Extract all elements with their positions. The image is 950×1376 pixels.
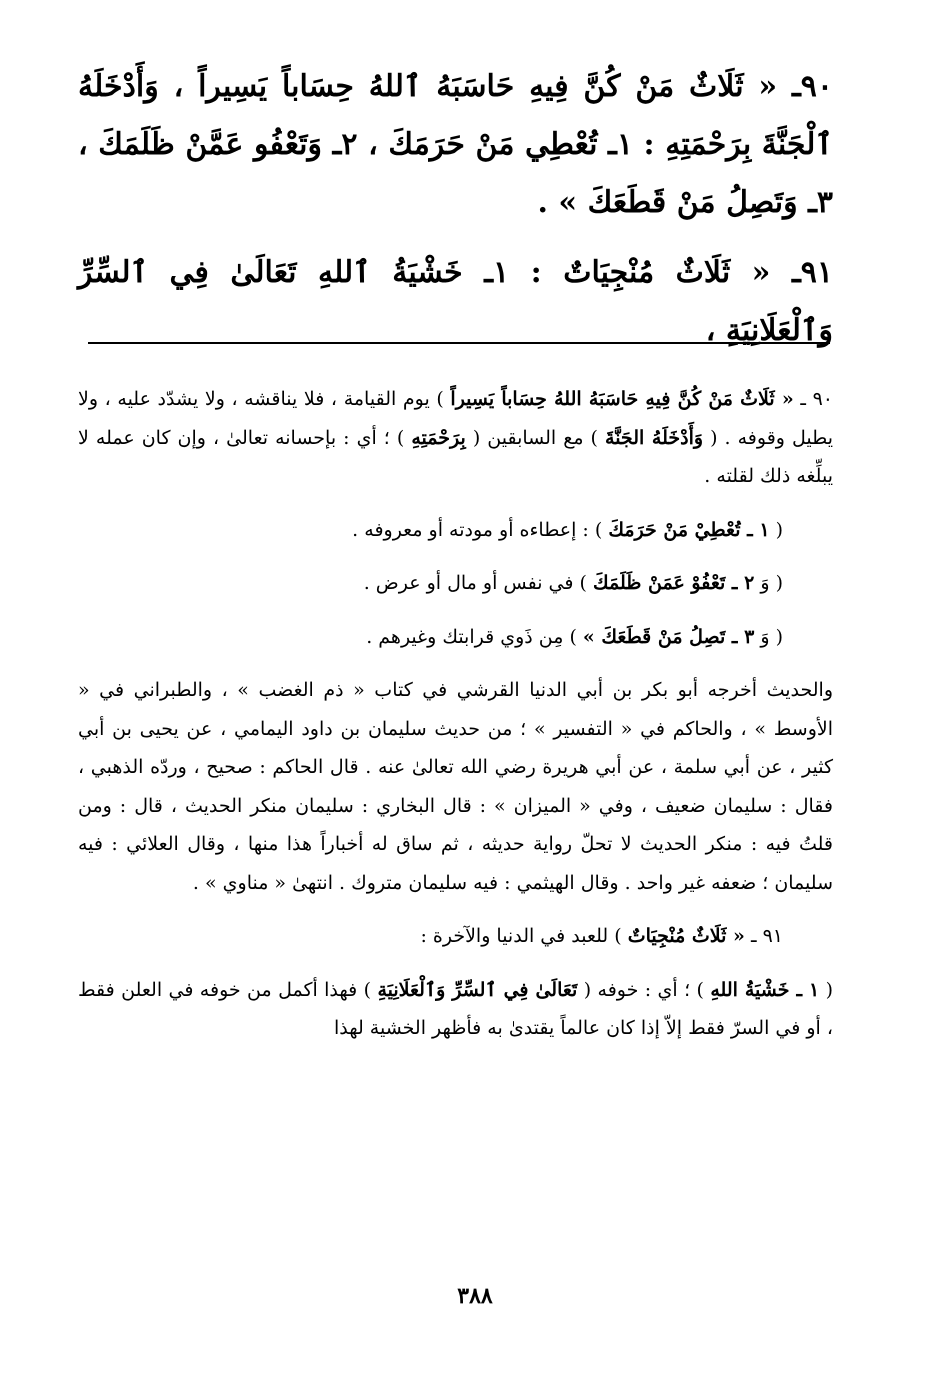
hadith-91-number: ٩١ـ xyxy=(791,255,833,290)
commentary-91-item-1 xyxy=(78,971,833,1048)
page-number: ٣٨٨ xyxy=(457,1283,493,1309)
c91-1-quote-2: تَعَالَىٰ فِي ٱلسِّرِّ وَٱلْعَلَانِيَةِ xyxy=(377,978,578,1001)
main-text xyxy=(78,58,833,372)
c90-1-quote: ١ ـ تُعْطِيْ مَنْ حَرَمَكَ xyxy=(608,518,770,541)
c90-3-quote: ٣ ـ تَصِلُ مَنْ قَطَعَكَ » xyxy=(582,625,755,648)
c91-quote: « ثَلَاثٌ مُنْجِيَاتٌ xyxy=(627,925,745,947)
hadith-90-text: « ثَلَاثٌ مَنْ كُنَّ فِيهِ حَاسَبَهُ ٱللهُ حِسَاباً يَسِيراً ، وَأَدْخَلَهُ ٱلْجَنَّةَ بِرَحْمَتِهِ : ١ـ تُعْطِي مَنْ حَرَمَكَ ، ٢ـ وَتَعْفُو عَمَّنْ ظَلَمَكَ ، ٣ـ وَتَصِلُ مَنْ قَطَعَكَ » . xyxy=(78,69,833,220)
hadith-90-number: ٩٠ـ xyxy=(791,69,833,104)
commentary-90-intro xyxy=(78,380,833,496)
hadith-90 xyxy=(78,58,833,232)
c90-2-text: ) في نفس أو مال أو عرض . xyxy=(363,572,587,594)
c90-1-text: ) : إعطاءه أو مودته أو معروفه . xyxy=(352,518,603,541)
c90-text-2: ) مع السابقين ( xyxy=(472,426,598,449)
c91-1-quote-1: ١ ـ خَشْيَةُ اللهِ xyxy=(710,978,820,1001)
commentary-91-intro xyxy=(78,917,833,956)
c90-text-3: ) ؛ أي : بإحسانه تعالىٰ ، وإن كان عمله لا يبلِّغه ذلك لقلته . xyxy=(78,426,833,487)
c90-text-1: ) يوم القيامة ، فلا يناقشه ، ولا يشدّد عليه ، ولا يطيل وقوفه . ( xyxy=(78,388,833,449)
commentary-90-takhrij: والحديث أخرجه أبو بكر بن أبي الدنيا القرشي في كتاب « ذم الغضب » ، والطبراني في « الأوسط » ، والحاكم في « التفسير » ؛ من حديث سليمان بن داود اليمامي ، عن يحيى بن أبي كثير ، عن أبي سلمة ، عن أبي هريرة رضي الله تعالىٰ عنه . قال الحاكم : صحيح ، وردّه الذهبي ، فقال : سليمان ضعيف ، وفي « الميزان » : قال البخاري : سليمان منكر الحديث ، قال : ومن قلتُ فيه : منكر الحديث لا تحلّ رواية حديثه ، ثم ساق له أخباراً هذا منها ، وقال العلائي : فيه سليمان ؛ ضعفه غير واحد . وقال الهيثمي : فيه سليمان متروك . انتهىٰ « مناوي » . xyxy=(78,679,833,894)
c90-3-text: ) مِن ذَوي قرابتك وغيرهم . xyxy=(366,625,577,648)
footnote-divider xyxy=(88,342,830,344)
c90-quote-2: وَأَدْخَلَهُ الجَنَّةَ xyxy=(605,426,704,449)
commentary-90-item-3 xyxy=(78,618,833,657)
c91-1-text-1: ) ؛ أي : خوفه ( xyxy=(583,978,704,1001)
c90-1-open: ( xyxy=(775,518,783,541)
c90-3-open: ( وَ xyxy=(760,625,783,648)
commentary-90-item-1 xyxy=(78,511,833,550)
c91-lead: ٩١ ـ xyxy=(750,925,783,947)
c90-quote-1: « ثَلَاثٌ مَنْ كُنَّ فِيهِ حَاسَبَهُ اللهُ حِسَاباً يَسِيراً xyxy=(450,388,794,410)
c90-quote-3: بِرَحْمَتِهِ xyxy=(411,426,466,449)
c91-1-text-2: ) فهذا أكمل من خوفه في العلن فقط ، أو في السرّ فقط إلاّ إذا كان عالماً يقتدىٰ به فأظهر الخشية لهذا xyxy=(78,978,833,1039)
c91-text: ) للعبد في الدنيا والآخرة : xyxy=(420,925,622,947)
commentary xyxy=(78,380,833,1048)
c90-lead: ٩٠ ـ xyxy=(800,388,834,410)
c90-2-open: ( وَ xyxy=(760,572,783,594)
c91-1-open: ( xyxy=(825,978,834,1001)
commentary-90-item-2 xyxy=(78,564,833,603)
hadith-91-text: « ثَلَاثٌ مُنْجِيَاتٌ : ١ـ خَشْيَةُ ٱللهِ تَعَالَىٰ فِي ٱلسِّرِّ وَٱلْعَلَانِيَةِ ، xyxy=(78,255,833,348)
c90-2-quote: ٢ ـ تَعْفُوْ عَمَنْ ظَلَمَكَ xyxy=(592,572,755,594)
